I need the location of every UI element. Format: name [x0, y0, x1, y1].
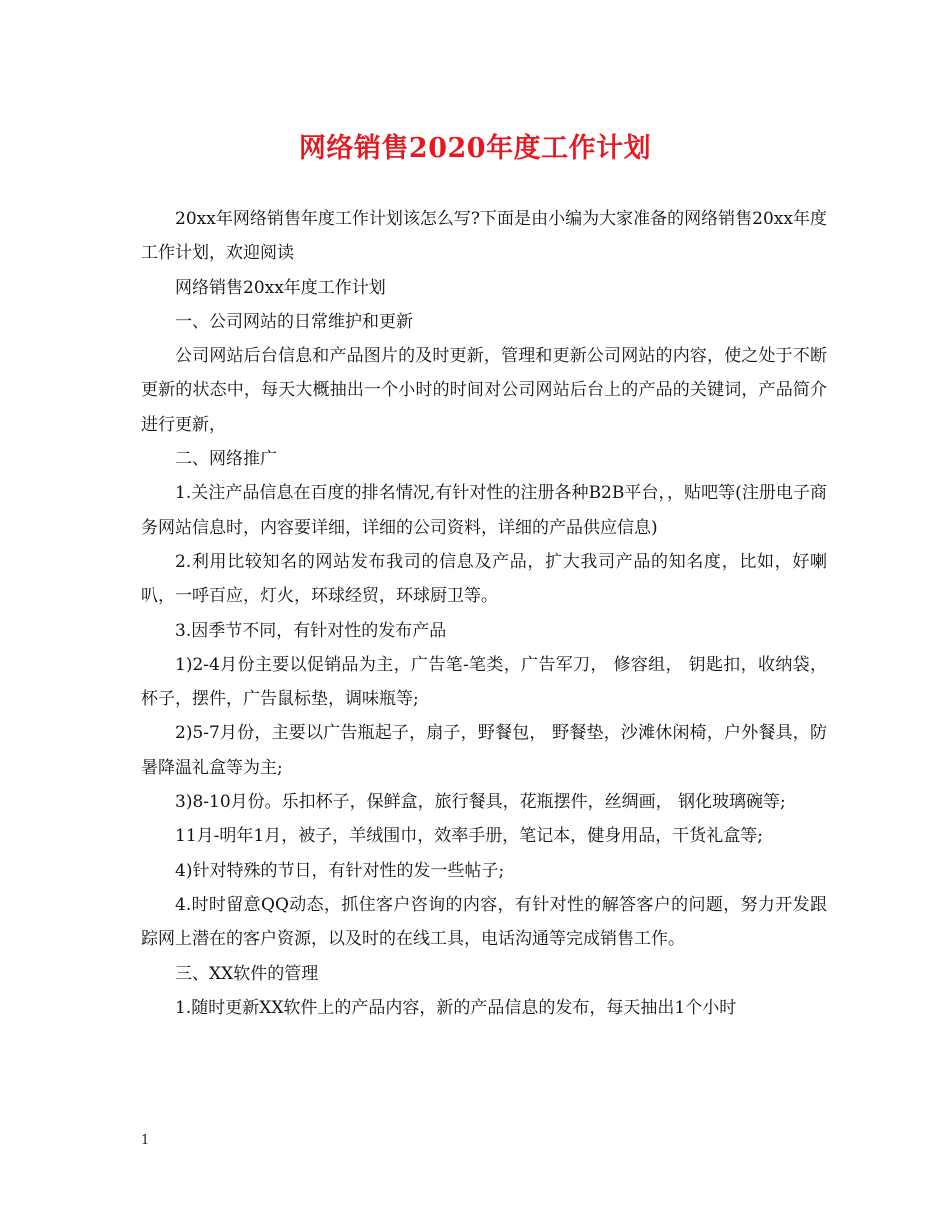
sub-list-item: 1)2-4月份主要以促销品为主，广告笔-笔类，广告军刀， 修容组， 钥匙扣，收纳袋， 杯子，摆件，广告鼠标垫，调味瓶等;: [141, 654, 827, 710]
subtitle-paragraph: 网络销售20xx年度工作计划: [175, 277, 386, 298]
list-item: 1.随时更新XX软件上的产品内容，新的产品信息的发布，每天抽出1个小时: [175, 997, 737, 1018]
sub-list-item: 11月-明年1月，被子，羊绒围巾，效率手册，笔记本，健身用品，干货礼盒等;: [175, 826, 763, 847]
list-item: 3.因季节不同，有针对性的发布产品: [175, 620, 447, 641]
sub-list-item: 3)8-10月份。乐扣杯子，保鲜盒，旅行餐具，花瓶摆件，丝绸画， 钢化玻璃碗等;: [175, 792, 786, 813]
list-item: 1.关注产品信息在百度的排名情况,有针对性的注册各种B2B平台，，贴吧等(注册电子商务网站信息时，内容要详细，详细的公司资料，详细的产品供应信息): [141, 483, 827, 538]
intro-paragraph: 20xx年网络销售年度工作计划该怎么写?下面是由小编为大家准备的网络销售20xx年度工作计划，欢迎阅读: [141, 209, 827, 264]
sub-list-item: 4)针对特殊的节日，有针对性的发一些帖子;: [175, 860, 505, 881]
document-title: 网络销售2020年度工作计划: [298, 133, 652, 164]
section-heading-2: 二、网络推广: [175, 449, 277, 470]
list-item: 4.时时留意QQ动态，抓住客户咨询的内容，有针对性的解答客户的问题，努力开发跟踪网上潜在的客户资源，以及时的在线工具，电话沟通等完成销售工作。: [141, 894, 827, 950]
document-body: [141, 202, 827, 1025]
body-paragraph: 公司网站后台信息和产品图片的及时更新，管理和更新公司网站的内容，使之处于不断更新的状态中，每天大概抽出一个小时的时间对公司网站后台上的产品的关键词，产品简介进行更新，: [141, 346, 827, 435]
sub-list-item: 2)5-7月份，主要以广告瓶起子，扇子，野餐包， 野餐垫，沙滩休闲椅，户外餐具，防暑降温礼盒等为主;: [141, 723, 827, 778]
page-number: 1: [141, 1133, 150, 1148]
section-heading-1: 一、公司网站的日常维护和更新: [175, 311, 413, 332]
list-item: 2.利用比较知名的网站发布我司的信息及产品，扩大我司产品的知名度，比如，好喇叭，一呼百应，灯火，环球经贸，环球厨卫等。: [141, 551, 827, 607]
section-heading-3: 三、XX软件的管理: [175, 963, 319, 984]
